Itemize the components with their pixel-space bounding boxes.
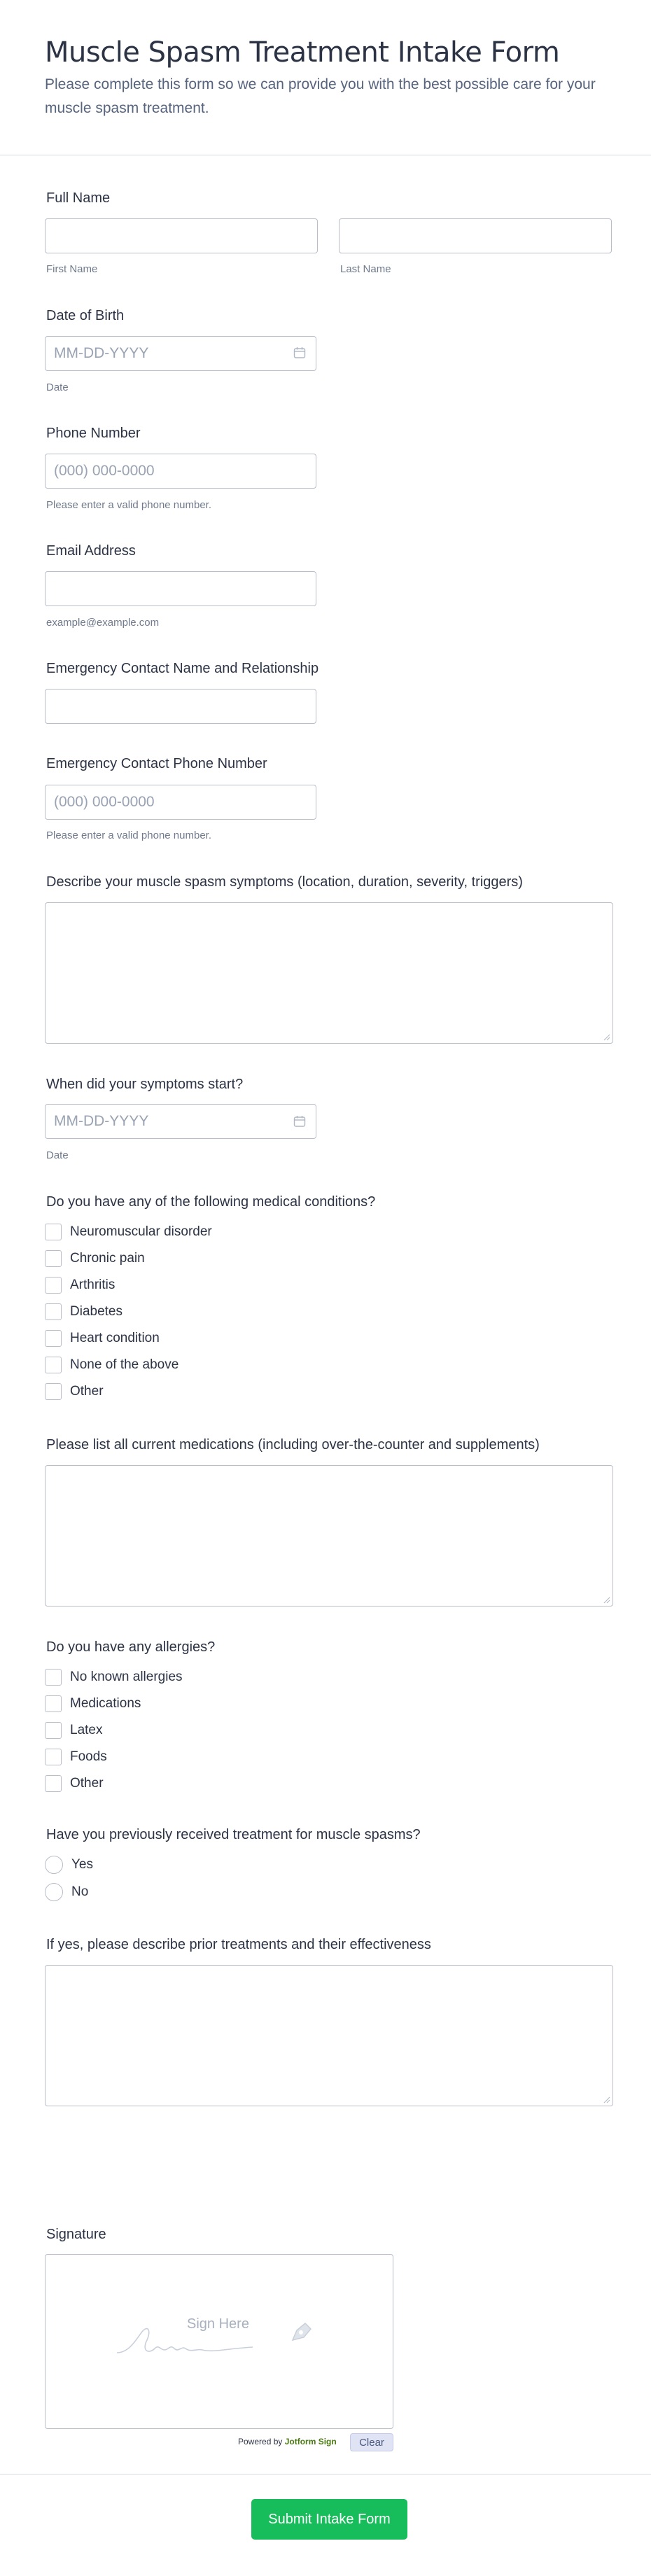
powered-by <box>238 2437 337 2446</box>
full-name-label: Full Name <box>46 190 111 206</box>
allergy-option[interactable] <box>45 1694 141 1714</box>
allergy-option[interactable] <box>45 1747 107 1767</box>
calendar-icon[interactable] <box>293 346 306 359</box>
checkbox[interactable] <box>45 1669 62 1686</box>
checkbox[interactable] <box>45 1695 62 1712</box>
form-title: Muscle Spasm Treatment Intake Form <box>45 36 560 69</box>
conditions-label: Do you have any of the following medical conditions? <box>46 1194 376 1210</box>
medications-textarea[interactable] <box>45 1465 613 1606</box>
checkbox[interactable] <box>45 1303 62 1320</box>
resize-handle-icon[interactable] <box>602 1595 610 1604</box>
option-label: Latex <box>70 1723 103 1737</box>
powered-prefix: Powered by <box>238 2437 283 2446</box>
phone-input[interactable] <box>45 454 316 489</box>
last-name-sublabel: Last Name <box>340 263 391 275</box>
signature-pad[interactable] <box>45 2254 393 2429</box>
prior-treatment-option-no[interactable] <box>45 1882 88 1902</box>
symptom-start-input[interactable] <box>45 1104 316 1139</box>
checkbox[interactable] <box>45 1250 62 1267</box>
option-label: Heart condition <box>70 1331 160 1345</box>
option-label: No <box>71 1884 89 1899</box>
prior-treatment-label: Have you previously received treatment for muscle spasms? <box>46 1827 421 1842</box>
email-label: Email Address <box>46 543 136 559</box>
calendar-icon[interactable] <box>293 1115 306 1128</box>
dob-input[interactable] <box>45 336 316 371</box>
form-subtitle: Please complete this form so we can provide you with the best possible care for your muscle spasm treatment. <box>45 76 596 116</box>
dob-sublabel: Date <box>46 382 69 393</box>
emergency-phone-label: Emergency Contact Phone Number <box>46 756 267 771</box>
symptoms-textarea[interactable] <box>45 902 613 1044</box>
checkbox[interactable] <box>45 1383 62 1400</box>
option-label: Other <box>70 1384 104 1399</box>
last-name-input[interactable] <box>339 218 612 253</box>
resize-handle-icon[interactable] <box>602 2095 610 2104</box>
signature-label: Signature <box>46 2227 106 2242</box>
option-label: Yes <box>71 1857 93 1872</box>
prior-description-label: If yes, please describe prior treatments and their effectiveness <box>46 1937 431 1952</box>
condition-option[interactable] <box>45 1222 212 1242</box>
emergency-name-label: Emergency Contact Name and Relationship <box>46 661 319 676</box>
checkbox[interactable] <box>45 1775 62 1792</box>
option-label: Arthritis <box>70 1278 115 1292</box>
option-label: No known allergies <box>70 1670 183 1684</box>
allergies-label: Do you have any allergies? <box>46 1639 216 1655</box>
allergy-option[interactable] <box>45 1774 104 1793</box>
checkbox[interactable] <box>45 1749 62 1765</box>
prior-description-textarea[interactable] <box>45 1965 613 2106</box>
allergy-option[interactable] <box>45 1721 102 1740</box>
condition-option[interactable] <box>45 1275 115 1295</box>
checkbox[interactable] <box>45 1330 62 1347</box>
checkbox[interactable] <box>45 1277 62 1294</box>
option-label: Chronic pain <box>70 1251 145 1266</box>
symptom-start-label: When did your symptoms start? <box>46 1077 244 1092</box>
pen-nib-icon <box>287 2319 315 2344</box>
condition-option[interactable] <box>45 1249 145 1268</box>
email-input[interactable] <box>45 571 316 606</box>
allergy-option[interactable] <box>45 1667 183 1687</box>
checkbox[interactable] <box>45 1224 62 1240</box>
option-label: Neuromuscular disorder <box>70 1224 212 1239</box>
prior-treatment-option-yes[interactable] <box>45 1855 93 1875</box>
radio-button[interactable] <box>45 1883 63 1901</box>
option-label: Foods <box>70 1749 107 1764</box>
emergency-name-input[interactable] <box>45 689 316 724</box>
condition-option[interactable] <box>45 1302 122 1322</box>
option-label: Diabetes <box>70 1304 122 1319</box>
checkbox[interactable] <box>45 1357 62 1373</box>
symptoms-label: Describe your muscle spasm symptoms (location, duration, severity, triggers) <box>46 874 523 890</box>
medications-label: Please list all current medications (including over-the-counter and supplements) <box>46 1437 540 1452</box>
emergency-phone-input[interactable] <box>45 785 316 820</box>
checkbox[interactable] <box>45 1722 62 1739</box>
condition-option[interactable] <box>45 1329 160 1348</box>
first-name-input[interactable] <box>45 218 318 253</box>
phone-sublabel: Please enter a valid phone number. <box>46 499 211 511</box>
submit-button[interactable]: Submit Intake Form <box>251 2499 407 2540</box>
condition-option[interactable] <box>45 1355 178 1375</box>
symptom-start-sublabel: Date <box>46 1149 69 1161</box>
option-label: Other <box>70 1776 104 1791</box>
first-name-sublabel: First Name <box>46 263 98 275</box>
option-label: Medications <box>70 1696 141 1711</box>
condition-option[interactable] <box>45 1382 104 1401</box>
radio-button[interactable] <box>45 1856 63 1874</box>
resize-handle-icon[interactable] <box>602 1032 610 1041</box>
powered-brand: Jotform Sign <box>284 2437 337 2446</box>
email-sublabel: example@example.com <box>46 617 160 629</box>
option-label: None of the above <box>70 1357 179 1372</box>
form-header <box>0 0 651 155</box>
dob-label: Date of Birth <box>46 308 125 323</box>
emergency-phone-sublabel: Please enter a valid phone number. <box>46 830 211 841</box>
phone-label: Phone Number <box>46 426 141 441</box>
form-footer <box>0 2474 651 2576</box>
sign-here-text: Sign Here <box>187 2316 249 2332</box>
clear-signature-button[interactable]: Clear <box>350 2433 393 2451</box>
